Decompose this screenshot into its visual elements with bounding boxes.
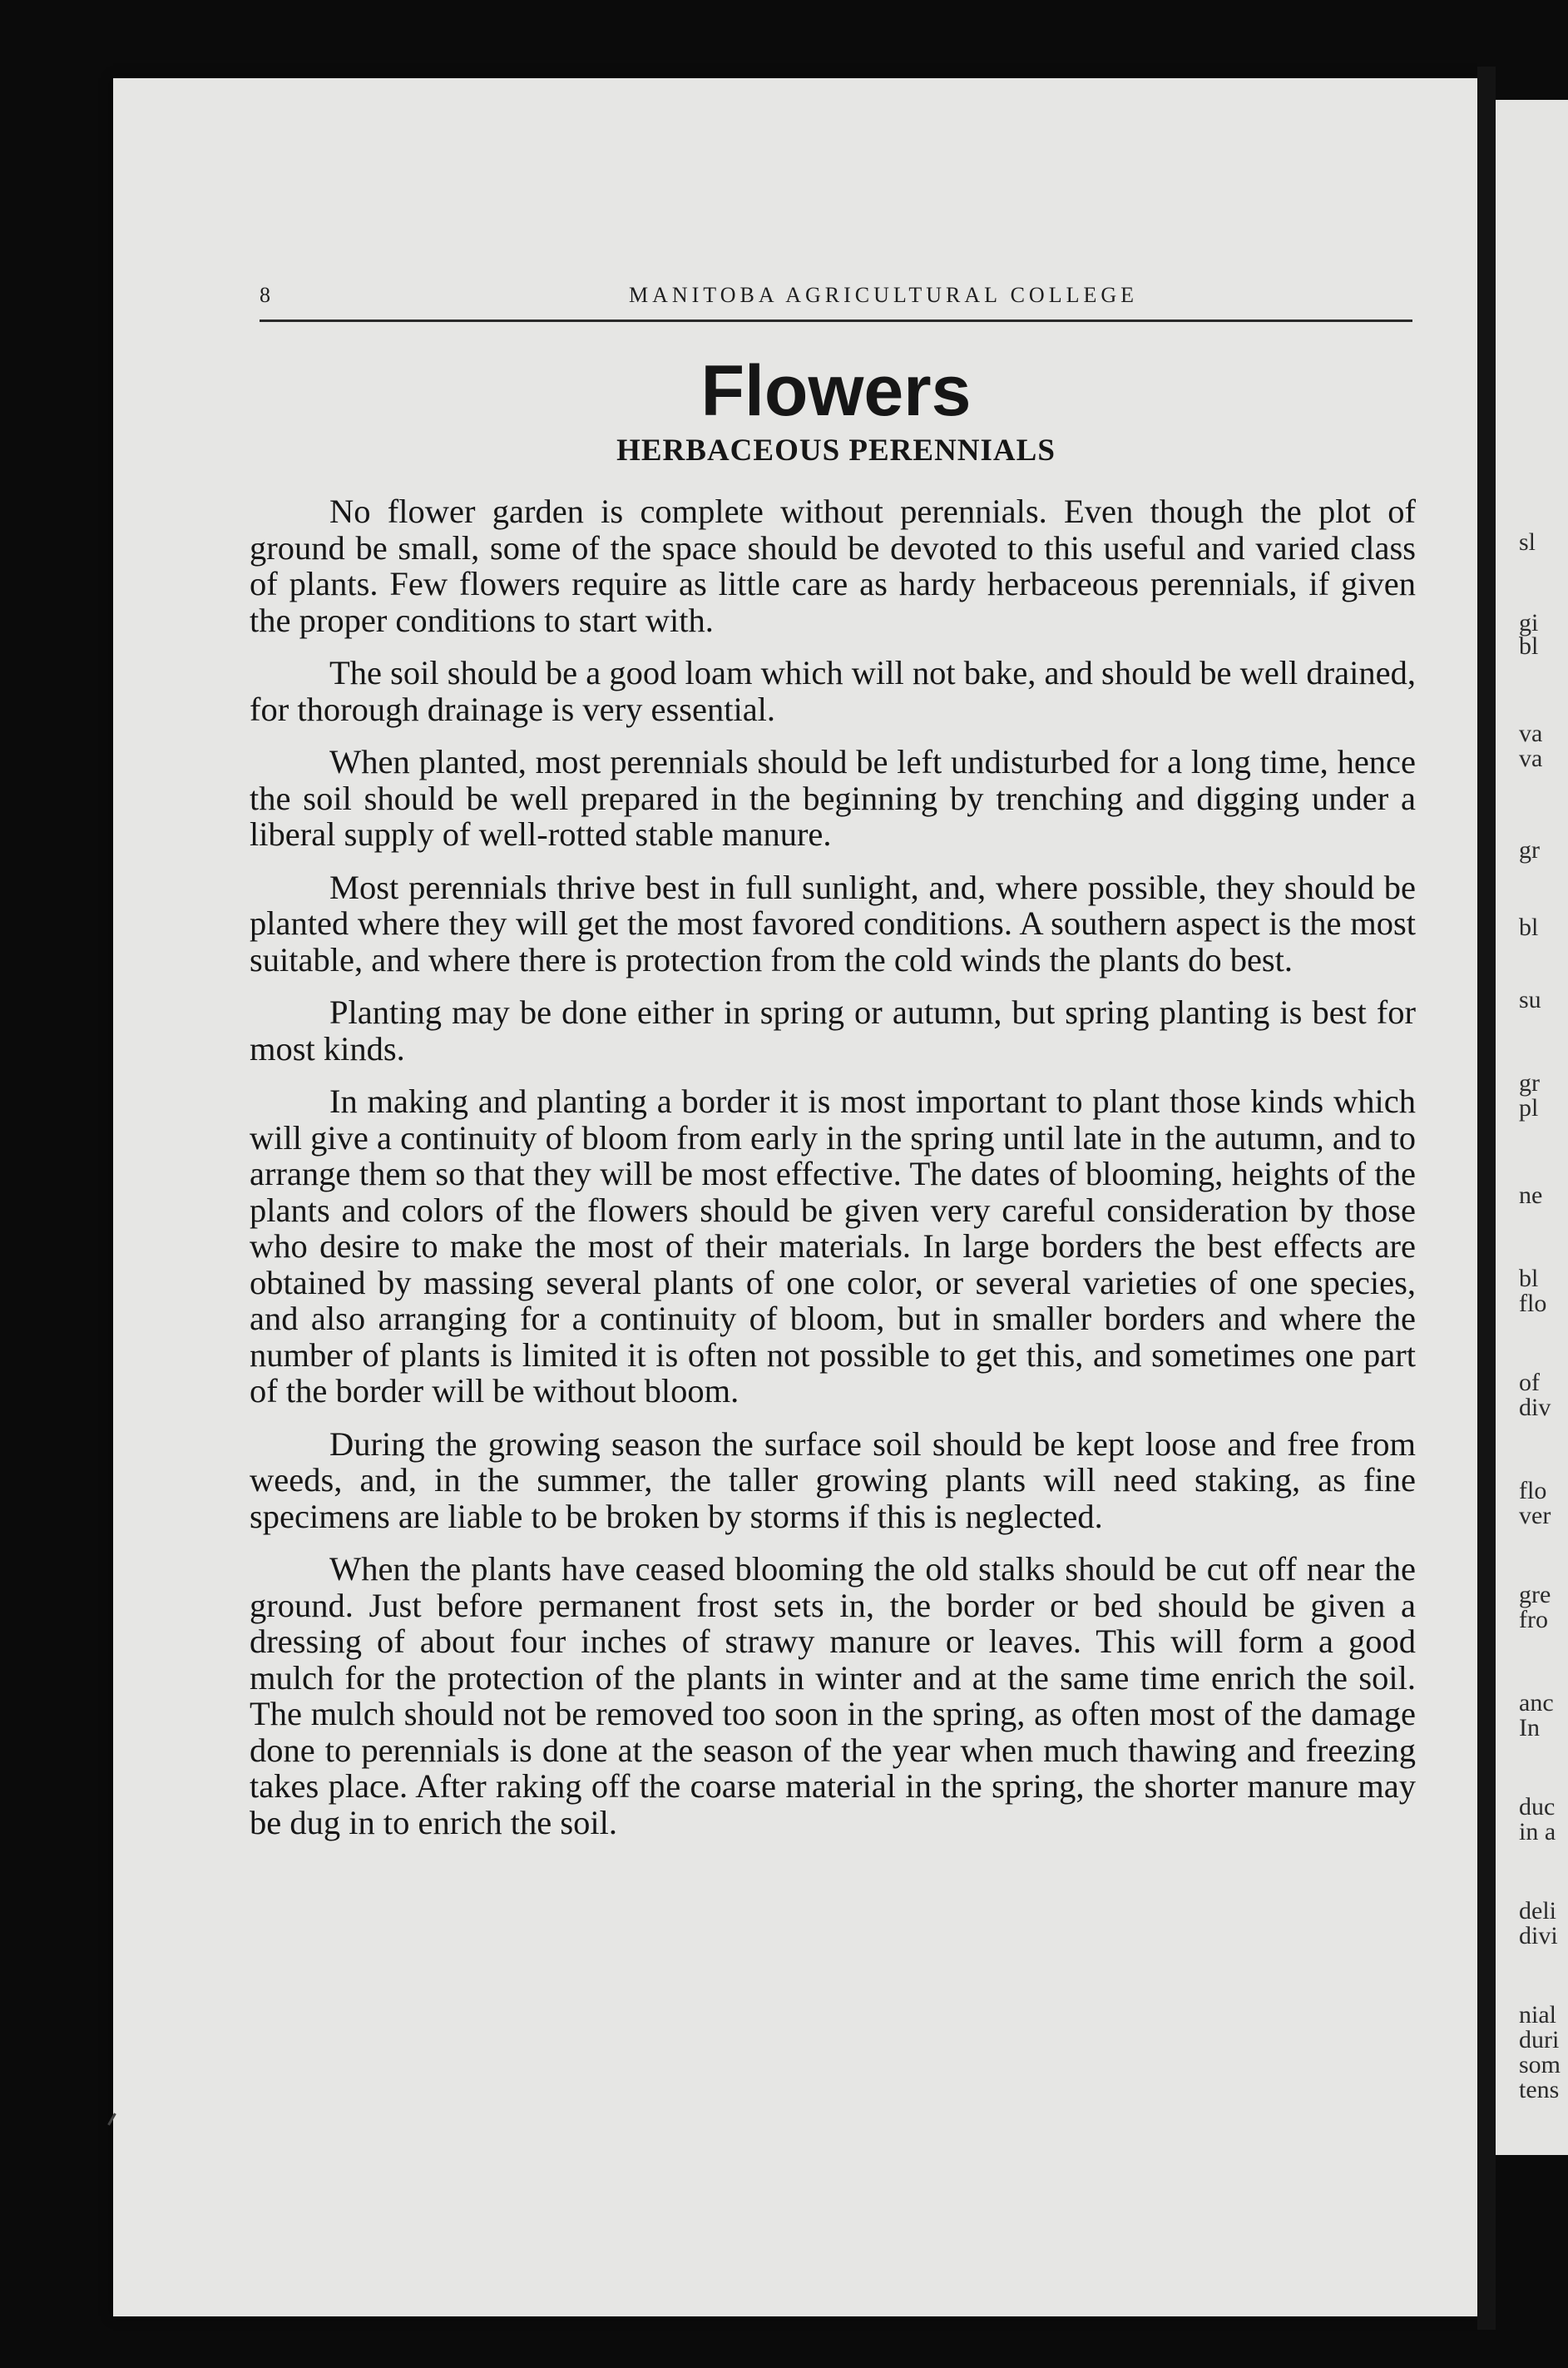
facing-page-fragment: sl (1519, 528, 1536, 556)
facing-page-fragment: bl (1519, 1265, 1539, 1292)
paragraph: During the growing season the surface soil should be kept loose and free from weeds, and, in the summer, the taller growing plants will need staking, as fine specimens are liable to be broken by storms if this is neglected. (250, 1424, 1416, 1535)
facing-page-fragment: va (1519, 745, 1543, 772)
facing-page-fragment: ne (1519, 1182, 1543, 1209)
facing-page-fragment: flo (1519, 1290, 1547, 1317)
facing-page-fragment: nial (1519, 2001, 1556, 2029)
facing-page-fragment: pl (1519, 1094, 1539, 1122)
facing-page-fragment: flo (1519, 1477, 1547, 1504)
facing-page-fragment: in a (1519, 1818, 1556, 1845)
paragraph: In making and planting a border it is most important to plant those kinds which will give a continuity of bloom from early in the spring until late in the autumn, and to arrange them so that they will be most effective. The dates of blooming, heights of the plants and colors of the flowers should be given very careful consideration by those who desire to make the most of their materials. In large borders the best effects are obtained by massing several plants of one color, or several varieties of one species, and also arranging for a continuity of bloom, but in smaller borders and where the number of plants is limited it is often not possible to get this, and sometimes one part of the border will be without bloom. (250, 1082, 1416, 1409)
facing-page-fragment: bl (1519, 914, 1539, 941)
facing-page-fragment: deli (1519, 1897, 1556, 1925)
facing-page-fragment: duri (1519, 2026, 1560, 2053)
paragraph: No flower garden is complete without perennials. Even though the plot of ground be small, some of the space should be devoted to this useful and varied class of plants. Few flowers require as little care as hardy herbaceous perennials, if given the proper conditions to start with. (250, 493, 1416, 639)
paragraph: The soil should be a good loam which will not bake, and should be well drained, for thorough drainage is very essential. (250, 654, 1416, 728)
facing-page-fragment: div (1519, 1394, 1551, 1421)
facing-page-fragment: gr (1519, 1069, 1540, 1097)
facing-page-fragment: gre (1519, 1581, 1551, 1608)
facing-page-edge (1496, 100, 1568, 2155)
facing-page-fragment: of (1519, 1369, 1540, 1396)
page-title: Flowers (700, 351, 972, 431)
facing-page-fragment: anc (1519, 1689, 1554, 1717)
running-head (260, 283, 1412, 316)
facing-page-fragment: som (1519, 2051, 1561, 2078)
facing-page-fragment: gr (1519, 836, 1540, 864)
page-number: 8 (260, 283, 270, 307)
paragraph: When planted, most perennials should be left undisturbed for a long time, hence the soil should be well prepared in the beginning by trenching and digging under a liberal supply of well-rotted stable manure. (250, 743, 1416, 853)
facing-page-fragment: divi (1519, 1922, 1558, 1949)
paragraph: When the plants have ceased blooming the old stalks should be cut off near the ground. Just before permanent frost sets in, the border or bed should be given a dressing of about four inches of strawy manure or leaves. This will form a good mulch for the protection of the plants in winter and at the same time enrich the soil. The mulch should not be removed too soon in the spring, as often most of the damage done to perennials is done at the season of the year when much thawing and freezing takes place. After raking off the coarse material in the spring, the shorter manure may be dug in to enrich the soil. (250, 1550, 1416, 1841)
running-head-title: MANITOBA AGRICULTURAL COLLEGE (628, 283, 1139, 307)
section-subtitle: HERBACEOUS PERENNIALS (616, 433, 1056, 468)
facing-page-fragment: bl (1519, 632, 1539, 660)
paragraph: Most perennials thrive best in full sunlight, and, where possible, they should be planted where they will get the most favored conditions. A southern aspect is the most suitable, and where there is protection from the cold winds the plants do best. (250, 868, 1416, 978)
header-rule (260, 320, 1412, 322)
paragraph: Planting may be done either in spring or autumn, but spring planting is best for most kinds. (250, 993, 1416, 1068)
book-gutter (1477, 67, 1496, 2330)
facing-page-fragment: tens (1519, 2076, 1560, 2103)
facing-page-fragment: va (1519, 720, 1543, 747)
facing-page-fragment: su (1519, 986, 1541, 1013)
facing-page-fragment: In (1519, 1714, 1540, 1741)
facing-page-fragment: duc (1519, 1793, 1556, 1821)
article-body (250, 493, 1416, 1857)
facing-page-fragment: fro (1519, 1606, 1548, 1633)
facing-page-fragment: ver (1519, 1502, 1551, 1529)
facing-page-fragment: gi (1519, 609, 1539, 637)
